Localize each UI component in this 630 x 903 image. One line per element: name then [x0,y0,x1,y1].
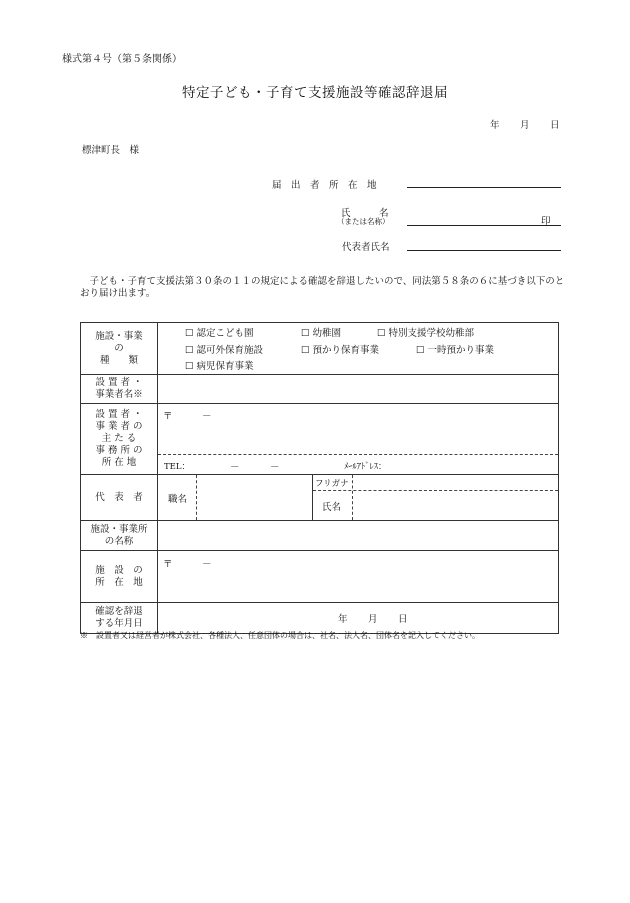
applicant-name-field[interactable] [407,225,561,226]
tel-dash-2: － [270,462,280,473]
facility-name-label-line: 施設・事業所 [90,523,148,535]
column-divider [312,475,313,520]
withdrawal-month-label: 月 [368,614,378,625]
tel-dash-1: － [230,462,240,473]
office-address-label-line: 事 業 者 の [95,421,143,432]
checkbox-unlicensed-nursery[interactable]: ☐ 認可外保育施設 [185,345,264,356]
founder-name-label [81,375,158,404]
checkbox-sick-child-care[interactable]: ☐ 病児保育事業 [185,361,254,372]
dashed-divider [313,490,558,491]
document-title: 特定子ども・子育て支援施設等確認辞退届 [182,85,448,101]
name-label: 氏名 [322,502,342,513]
facility-address-label-line: 施 設 の [95,564,143,576]
representative-label: 代 表 者 [81,475,158,521]
applicant-address-field[interactable] [407,187,561,188]
form-number: 様式第４号（第５条関係） [62,54,182,65]
withdrawal-day-label: 日 [398,614,408,625]
representative-name-field[interactable] [407,250,561,251]
facility-name-label [81,521,158,551]
withdrawal-date-field[interactable] [158,603,559,634]
office-address-label [81,404,158,475]
representative-fields [158,475,559,521]
postal-mark: 〒 [163,411,173,422]
checkbox-certified-kodomoen[interactable]: ☐ 認定こども園 [185,328,254,339]
withdrawal-date-label [81,603,158,634]
founder-name-label-line: 設 置 者 ・ [95,377,143,388]
facility-type-options [158,323,559,375]
tel-label: TEL： [164,462,191,472]
office-address-field[interactable] [158,404,559,475]
applicant-name-label: 氏 名 [341,208,389,219]
applicant-address-label: 届 出 者 所 在 地 [272,180,377,191]
founder-name-label-line: 事業者名※ [95,389,143,400]
date-month-label: 月 [520,120,530,131]
facility-type-label-line: の [114,342,124,354]
addressee: 標津町長 様 [82,145,140,156]
office-address-label-line: 所 在 地 [101,457,137,468]
facility-address-label-line: 所 在 地 [95,576,143,588]
dashed-divider [196,475,197,520]
withdrawal-year-label: 年 [338,614,348,625]
office-address-label-line: 設 置 者 ・ [95,409,143,420]
date-year-label: 年 [490,120,500,131]
postal-dash: － [202,559,212,570]
withdrawal-date-label-line: する年月日 [95,618,143,629]
facility-type-label [81,323,158,375]
facility-type-label-line: 施設・事業 [95,330,143,342]
checkbox-extended-care[interactable]: ☐ 預かり保育事業 [301,345,380,356]
facility-type-label-line: 種 類 [99,354,138,366]
representative-name-label: 代表者氏名 [342,242,390,253]
checkbox-special-support-school[interactable]: ☐ 特別支援学校幼稚部 [377,328,475,339]
postal-mark: 〒 [163,559,173,570]
job-title-label: 職名 [168,494,188,505]
postal-dash: － [202,411,212,422]
dashed-divider [352,475,353,520]
applicant-name-sublabel: （または名称） [337,217,390,226]
facility-name-label-line: の名称 [104,535,134,547]
footnote: ※ 設置者又は経営者が株式会社、各種法人、任意団体の場合は、社名、法人名、団体名を記入してください。 [80,631,480,640]
seal-mark: 印 [541,216,551,227]
facility-address-label [81,551,158,603]
email-label: ﾒｰﾙｱﾄﾞﾚｽ： [344,462,387,472]
furigana-label: フリガナ [315,479,349,489]
facility-name-field[interactable] [158,521,559,551]
withdrawal-date-label-line: 確認を辞退 [95,606,143,617]
facility-form-table [80,322,559,634]
office-address-label-line: 事 務 所 の [95,445,143,456]
date-day-label: 日 [550,120,560,131]
dashed-divider [158,454,558,455]
office-address-label-line: 主 た る [101,433,137,444]
facility-address-field[interactable] [158,551,559,603]
declaration-text: 子ども・子育て支援法第３０条の１１の規定による確認を辞退したいので、同法第５８条の６に基づき以下のとおり届け出ます。 [80,276,565,299]
checkbox-kindergarten[interactable]: ☐ 幼稚園 [301,328,342,339]
checkbox-temporary-care[interactable]: ☐ 一時預かり事業 [416,345,495,356]
founder-name-field[interactable] [158,375,559,404]
